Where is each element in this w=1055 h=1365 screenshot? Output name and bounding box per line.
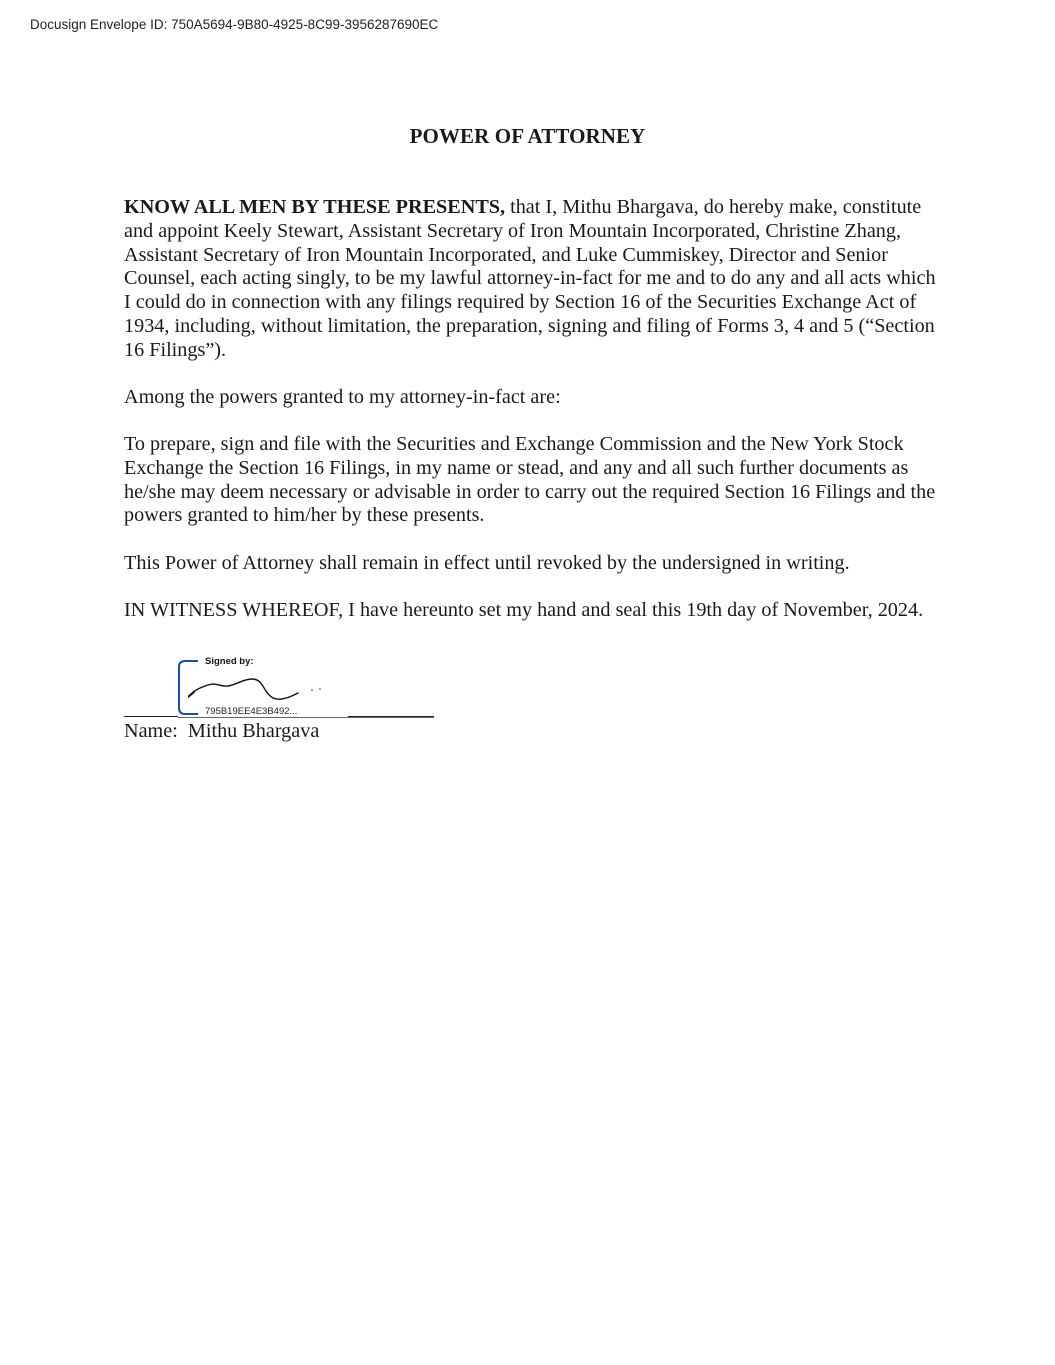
appointment-paragraph (124, 196, 944, 363)
signed-by-label: Signed by: (205, 656, 254, 667)
powers-paragraph: To prepare, sign and file with the Securities and Exchange Commission and the New York Stock Exchange the Section 16 Filings, in my name or stead, and any and all such further documents as he/she may deem necessary or advisable in order to carry out the required Section 16 Filings and the powers granted to him/her by these presents. (124, 433, 936, 527)
signer-name: Mithu Bhargava (187, 720, 320, 742)
signature-block (124, 655, 444, 725)
intro-bold-text: KNOW ALL MEN BY THESE PRESENTS, (124, 196, 506, 218)
document-title: POWER OF ATTORNEY (409, 124, 646, 148)
powers-intro-paragraph: Among the powers granted to my attorney-in-fact are: (124, 386, 561, 408)
signer-name-line (124, 719, 319, 743)
signature-line-right (348, 716, 434, 717)
effect-paragraph: This Power of Attorney shall remain in effect until revoked by the undersigned in writing. (124, 552, 850, 574)
witness-paragraph: IN WITNESS WHEREOF, I have hereunto set my hand and seal this 19th day of November, 2024. (124, 599, 924, 621)
signature-line-left (124, 716, 178, 717)
signature-underline (178, 717, 434, 718)
name-label: Name: (124, 720, 178, 742)
handwritten-signature (188, 671, 338, 705)
intro-body-text: that I, Mithu Bhargava, do hereby make, constitute and appoint Keely Stewart, Assistant Secretary of Iron Mountain Incorporated, Christine Zhang, Assistant Secretary of Iron Mountain Incorporated, and Luke Cummiskey, Director and Senior Counsel, each acting singly, to be my lawful attorney-in-fact for me and to do any and all acts which I could do in connection with any filings required by Section 16 of the Securities Exchange Act of 1934, including, without limitation, the preparation, signing and filing of Forms 3, 4 and 5 (“Section 16 Filings”). (124, 196, 936, 361)
signer-id: 795B19EE4E3B492... (205, 706, 298, 717)
docusign-envelope-id: Docusign Envelope ID: 750A5694-9B80-4925-8C99-3956287690EC (30, 17, 439, 32)
